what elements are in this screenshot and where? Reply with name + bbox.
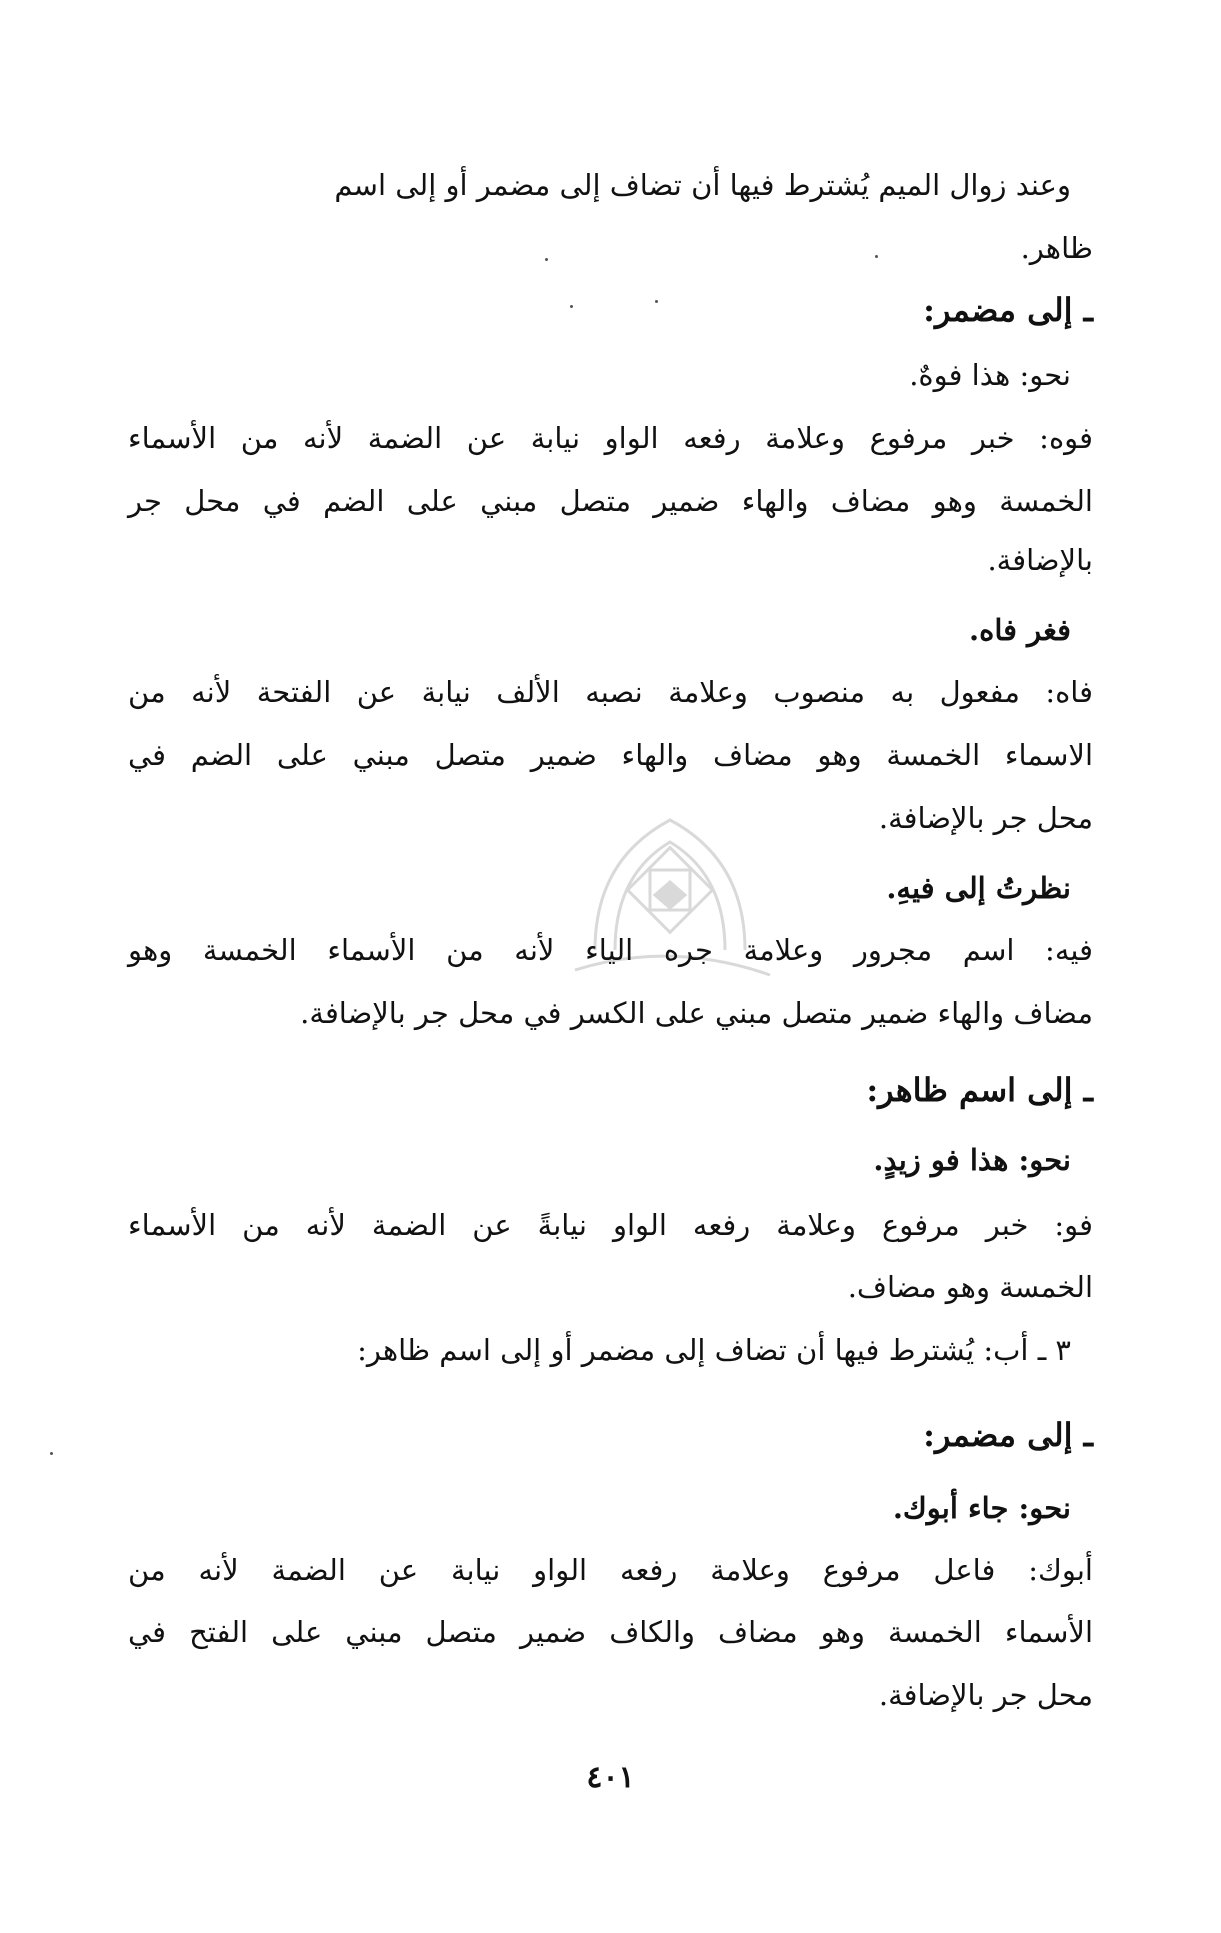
paragraph-line: الخمسة وهو مضاف. bbox=[847, 1270, 1093, 1304]
paragraph-line: فو: خبر مرفوع وعلامة رفعه الواو نيابةً عن الضمة لأنه من الأسماء bbox=[128, 1208, 1093, 1242]
section-heading: ـ إلى اسم ظاهر: bbox=[866, 1071, 1093, 1109]
paragraph-line: فاه: مفعول به منصوب وعلامة نصبه الألف نيابة عن الفتحة لأنه من bbox=[128, 675, 1093, 709]
paragraph-line: ظاهر. bbox=[1020, 231, 1093, 265]
page-number: ٤٠١ bbox=[586, 1760, 635, 1795]
paragraph-line: فيه: اسم مجرور وعلامة جره الياء لأنه من الأسماء الخمسة وهو bbox=[128, 933, 1093, 967]
list-item: ٣ ـ أب: يُشترط فيها أن تضاف إلى مضمر أو إلى اسم ظاهر: bbox=[357, 1333, 1071, 1367]
example-line: نحو: جاء أبوك. bbox=[892, 1491, 1071, 1525]
paragraph-line: محل جر بالإضافة. bbox=[878, 1678, 1093, 1712]
paragraph-line: فوه: خبر مرفوع وعلامة رفعه الواو نيابة عن الضمة لأنه من الأسماء bbox=[128, 421, 1093, 455]
paragraph-line: أبوك: فاعل مرفوع وعلامة رفعه الواو نيابة عن الضمة لأنه من bbox=[128, 1553, 1093, 1587]
section-heading: ـ إلى مضمر: bbox=[923, 1416, 1093, 1454]
example-line: نظرتُ إلى فيهِ. bbox=[886, 871, 1071, 905]
section-heading: ـ إلى مضمر: bbox=[923, 291, 1093, 329]
example-line: فغر فاه. bbox=[969, 613, 1071, 647]
paragraph-line: بالإضافة. bbox=[987, 543, 1093, 577]
paragraph-line: الخمسة وهو مضاف والهاء ضمير متصل مبني على الضم في محل جر bbox=[128, 484, 1093, 518]
paragraph-line: مضاف والهاء ضمير متصل مبني على الكسر في محل جر بالإضافة. bbox=[300, 996, 1093, 1030]
paragraph-line: الأسماء الخمسة وهو مضاف والكاف ضمير متصل مبني على الفتح في bbox=[128, 1615, 1093, 1649]
paragraph-line: محل جر بالإضافة. bbox=[878, 801, 1093, 835]
paragraph-line: الاسماء الخمسة وهو مضاف والهاء ضمير متصل مبني على الضم في bbox=[128, 738, 1093, 772]
paragraph-line: وعند زوال الميم يُشترط فيها أن تضاف إلى مضمر أو إلى اسم bbox=[334, 168, 1071, 202]
example-line: نحو: هذا فوهٌ. bbox=[909, 358, 1071, 392]
example-line: نحو: هذا فو زيدٍ. bbox=[873, 1143, 1071, 1177]
